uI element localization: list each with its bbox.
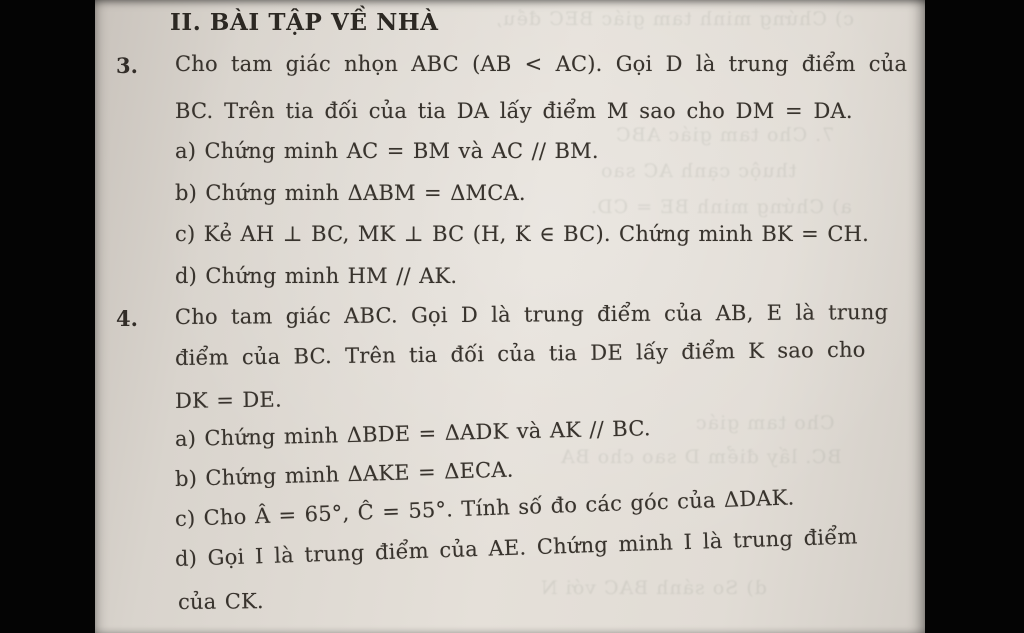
problem-3-number: 3. — [116, 53, 138, 78]
bleedthrough-text: Cho tam giác — [695, 412, 835, 434]
problem-3-part-a: a) Chứng minh AC = BM và AC // BM. — [175, 139, 599, 163]
bleedthrough-text: c) Chứng minh tam giác BEC đều, — [495, 8, 854, 30]
bleedthrough-text: d) So sánh BAC với N — [540, 577, 767, 599]
problem-4-statement-line-1: Cho tam giác ABC. Gọi D là trung điểm của AB, E là trung — [174, 300, 889, 329]
black-bar-left — [0, 0, 95, 633]
problem-4-part-b: b) Chứng minh ΔAKE = ΔECA. — [174, 457, 514, 491]
problem-4-statement-line-2: điểm của BC. Trên tia đối của tia DE lấy điểm K sao cho — [174, 337, 866, 370]
problem-3-statement-line-2: BC. Trên tia đối của tia DA lấy điểm M sao cho DM = DA. — [175, 99, 853, 123]
problem-4-part-d-continuation: của CK. — [177, 589, 264, 614]
problem-3-part-b: b) Chứng minh ΔABM = ΔMCA. — [175, 181, 526, 205]
bleedthrough-text: 7. Cho tam giác ABC — [615, 124, 835, 146]
problem-4-part-a: a) Chứng minh ΔBDE = ΔADK và AK // BC. — [174, 416, 651, 451]
problem-4-part-c: c) Cho Â = 65°, Ĉ = 55°. Tính số đo các góc của ΔDAK. — [174, 485, 795, 531]
problem-3-part-d: d) Chứng minh HM // AK. — [175, 264, 458, 288]
bleedthrough-text: thuộc cạnh AC sao — [600, 160, 797, 182]
problem-3-statement-line-1: Cho tam giác nhọn ABC (AB < AC). Gọi D là trung điểm của — [175, 52, 908, 76]
section-title: II. BÀI TẬP VỀ NHÀ — [170, 9, 439, 36]
bleedthrough-text: BC. lấy điểm D sao cho BA — [560, 446, 842, 468]
problem-4-part-d: d) Gọi I là trung điểm của AE. Chứng minh I là trung điểm — [174, 524, 858, 571]
problem-4-statement-line-3: DK = DE. — [174, 387, 283, 413]
textbook-page — [95, 0, 925, 633]
problem-4-number: 4. — [116, 306, 138, 331]
problem-3-part-c: c) Kẻ AH ⊥ BC, MK ⊥ BC (H, K ∈ BC). Chứng minh BK = CH. — [175, 222, 869, 246]
black-bar-right — [925, 0, 1024, 633]
bleedthrough-text: a) Chứng minh BE = CD. — [590, 196, 852, 218]
